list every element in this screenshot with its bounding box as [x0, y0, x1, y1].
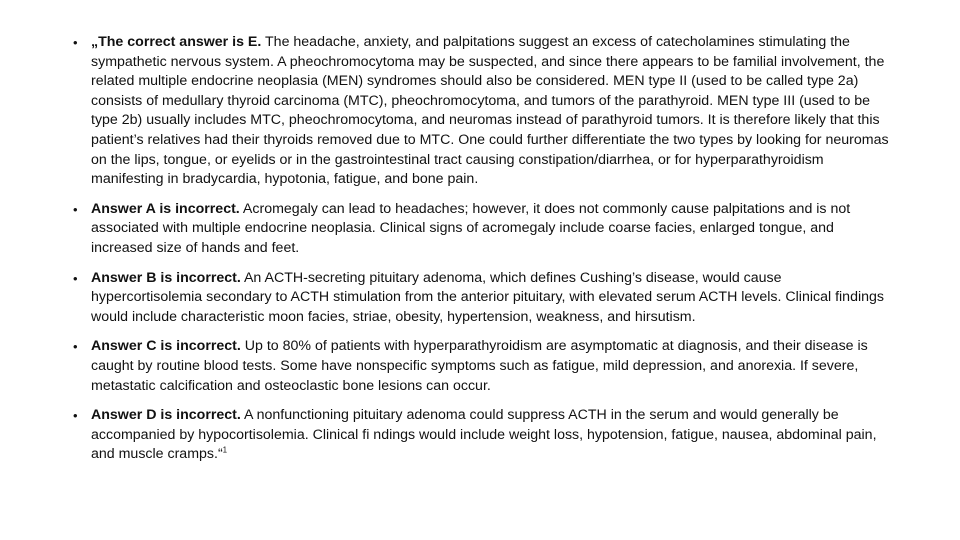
- bullet-answer-e: [0, 33, 893, 190]
- bullet-text: The headache, anxiety, and palpitations suggest an excess of catecholamines stimulating the sympathetic nervous system. A pheochromocytoma may be suspected, and since there appears to be familial involvement, the related multiple endocrine neoplasia (MEN) syndromes should also be considered. MEN type II (used to be called type 2a) consists of medullary thyroid carcinoma (MTC), pheochromocytoma, and tumors of the parathyroid. MEN type III (used to be type 2b) usually includes MTC, pheochromocytoma, and neuromas instead of parathyroid tumors. It is therefore likely that this patient’s relatives had their thyroids removed due to MTC. One could further differentiate the two types by looking for neuromas on the lips, tongue, or eyelids or in the gastrointestinal tract causing constipation/diarrhea, or for hyperparathyroidism manifesting in bradycardia, hypotonia, fatigue, and bone pain.: [91, 34, 889, 188]
- bullet-answer-d: [0, 406, 893, 465]
- bullet-text: An ACTH-secreting pituitary adenoma, which defines Cushing’s disease, would cause hypercortisolemia secondary to ACTH stimulation from the anterior pituitary, with elevated serum ACTH levels. Clinical findings would include characteristic moon facies, striae, obesity, hypertension, weakness, and hirsutism.: [91, 269, 884, 325]
- bullet-answer-b: [0, 269, 893, 328]
- bullet-lead: Answer D is incorrect.: [91, 407, 241, 424]
- bullet-lead: Answer B is incorrect.: [91, 269, 241, 286]
- bullet-answer-a: [0, 200, 893, 259]
- bullet-lead: Answer C is incorrect.: [91, 338, 241, 355]
- reference-marker: 1: [222, 445, 228, 455]
- bullet-text: A nonfunctioning pituitary adenoma could suppress ACTH in the serum and would generally be accompanied by hypocortisolemia. Clinical fi ndings would include weight loss, hypotension, fatigue, nausea, abdominal pain, and muscle cramps.“: [91, 407, 877, 463]
- bullet-answer-c: [0, 337, 893, 396]
- bullet-text: Acromegaly can lead to headaches; however, it does not commonly cause palpitations and is not associated with multiple endocrine neoplasia. Clinical signs of acromegaly include coarse facies, enlarged tongue, and increased size of hands and feet.: [91, 200, 851, 256]
- bullet-text: Up to 80% of patients with hyperparathyroidism are asymptomatic at diagnosis, and their disease is caught by routine blood tests. Some have nonspecific symptoms such as fatigue, mild depression, and anorexia. If severe, metastatic calcification and osteoclastic bone lesions can occur.: [91, 338, 868, 394]
- bullet-list: [0, 33, 893, 475]
- bullet-lead: „The correct answer is E.: [91, 34, 262, 50]
- bullet-lead: Answer A is incorrect.: [91, 200, 240, 217]
